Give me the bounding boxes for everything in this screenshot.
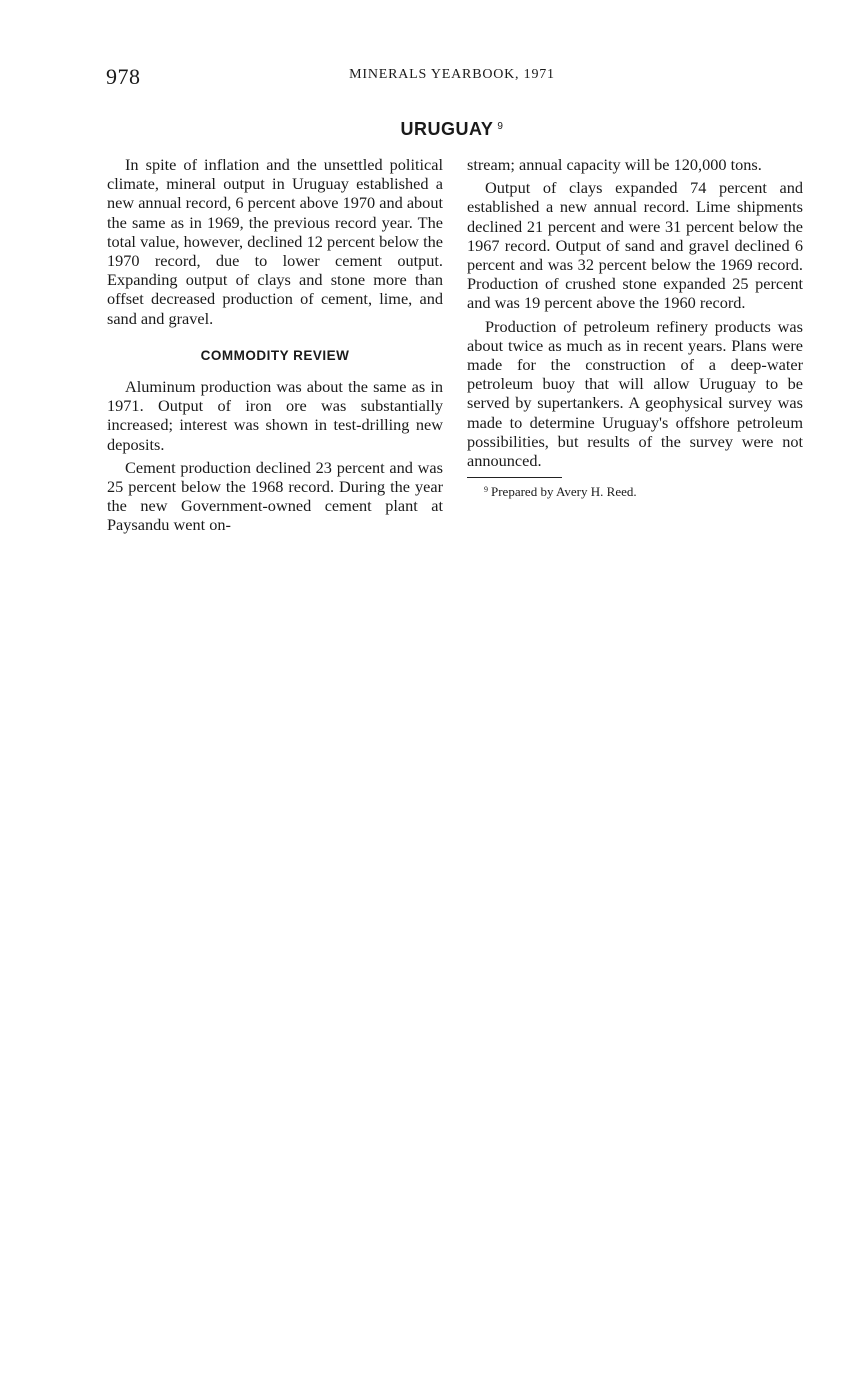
article-title [0,119,854,140]
paragraph-petroleum: Production of petroleum refinery products was about twice as much as in recent years. Plans were made for the construction of a deep-water petroleum buoy that will allow Uruguay to be served by supertankers. A geophysical survey was made to determine Uruguay's offshore petroleum possibilities, but results of the survey were not announced. [467,316,803,471]
footnote-text: Prepared by Avery H. Reed. [491,484,637,500]
title-text: URUGUAY [400,119,494,139]
running-head: MINERALS YEARBOOK, 1971 [349,67,555,82]
paragraph-cement-continued: stream; annual capacity will be 120,000 tons. [467,155,762,174]
paragraph-cement: Cement production declined 23 percent and was 25 percent below the 1968 record. During the year the new Government-owned cement plant at Paysandu went on- [107,457,443,535]
right-column [467,155,803,500]
title-footnote-marker: 9 [497,121,504,132]
paragraph-clays: Output of clays expanded 74 percent and established a new annual record. Lime shipments declined 21 percent and were 31 percent below the 1967 record. Output of sand and gravel declined 6 percent and was 32 percent below the 1969 record. Production of crushed stone expanded 25 percent and was 19 percent above the 1960 record. [467,178,803,313]
page-number: 978 [106,64,141,89]
left-column [107,155,443,535]
footnote-rule [467,477,562,478]
section-heading-commodity-review: COMMODITY REVIEW [200,347,350,363]
paragraph-aluminum: Aluminum production was about the same as in 1971. Output of iron ore was substantially increased; interest was shown in test-drilling new deposits. [107,377,443,454]
footnote-marker: 9 [484,485,488,495]
footnote [467,482,803,500]
paragraph-intro: In spite of inflation and the unsettled political climate, mineral output in Uruguay established a new annual record, 6 percent above 1970 and about the same as in 1969, the previous record year. The total value, however, declined 12 percent below the 1970 record, due to lower cement output. Expanding output of clays and stone more than offset decreased production of cement, lime, and sand and gravel. [107,155,443,328]
